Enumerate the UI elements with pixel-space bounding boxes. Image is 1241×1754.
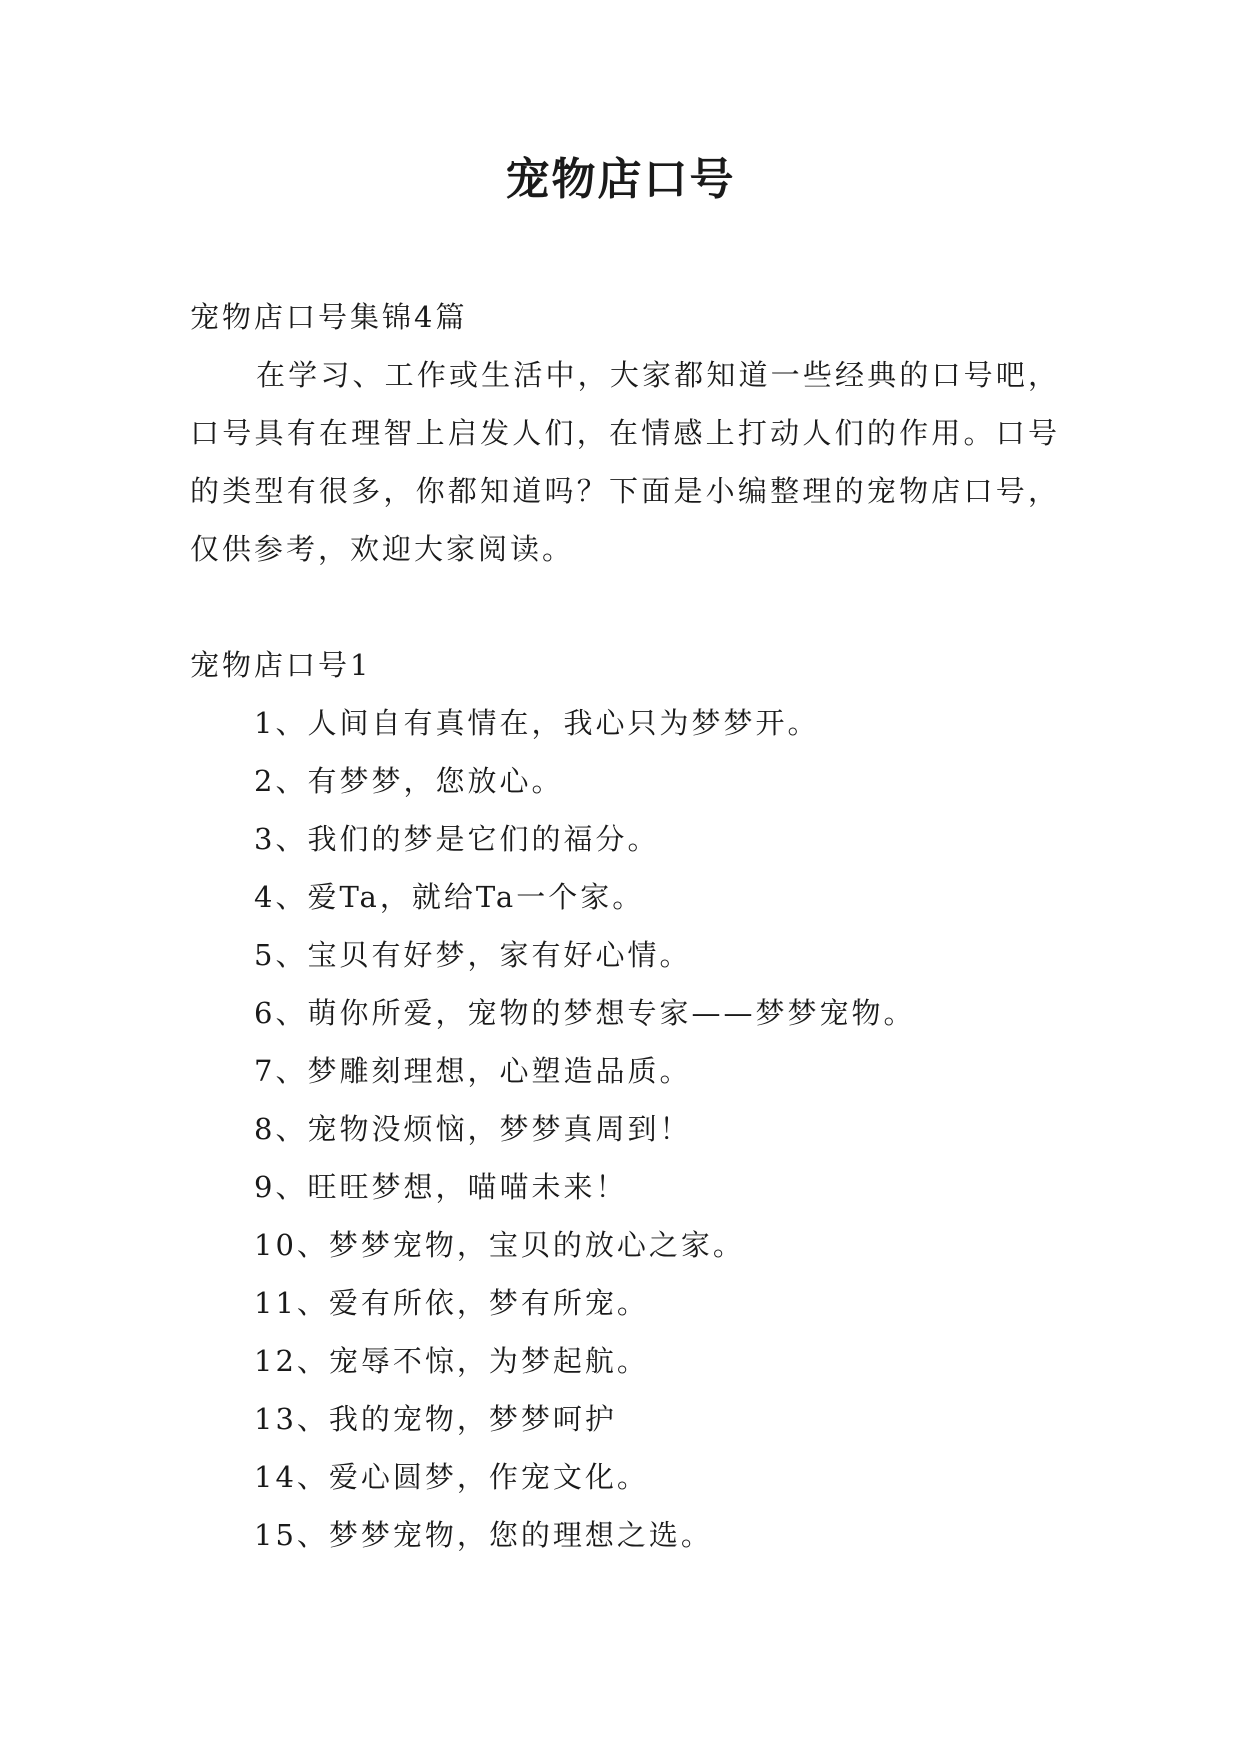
slogan-item: 2、有梦梦，您放心。 (254, 764, 564, 798)
slogan-item: 14、爱心圆梦，作宠文化。 (254, 1460, 649, 1494)
page-title: 宠物店口号 (505, 154, 736, 205)
slogan-item: 3、我们的梦是它们的福分。 (254, 822, 660, 856)
document-subtitle: 宠物店口号集锦4篇 (190, 300, 468, 334)
slogan-item: 11、爱有所依，梦有所宠。 (254, 1286, 649, 1320)
document-body (190, 288, 1060, 1564)
slogan-list (190, 694, 1060, 1564)
slogan-item: 12、宠辱不惊，为梦起航。 (254, 1344, 649, 1378)
slogan-item: 7、梦雕刻理想，心塑造品质。 (254, 1054, 692, 1088)
slogan-item: 15、梦梦宠物，您的理想之选。 (254, 1518, 713, 1552)
slogan-item: 4、爱Ta，就给Ta一个家。 (254, 880, 645, 914)
slogan-item: 8、宠物没烦恼，梦梦真周到！ (254, 1112, 692, 1146)
slogan-item: 10、梦梦宠物，宝贝的放心之家。 (254, 1228, 745, 1262)
slogan-item: 6、萌你所爱，宠物的梦想专家——梦梦宠物。 (254, 996, 916, 1030)
section-heading: 宠物店口号1 (190, 648, 372, 682)
slogan-item: 5、宝贝有好梦，家有好心情。 (254, 938, 692, 972)
slogan-item: 13、我的宠物，梦梦呵护 (254, 1402, 617, 1436)
slogan-item: 9、旺旺梦想，喵喵未来！ (254, 1170, 628, 1204)
intro-paragraph: 在学习、工作或生活中，大家都知道一些经典的口号吧，口号具有在理智上启发人们，在情感上打动人们的作用。口号的类型有很多，你都知道吗？下面是小编整理的宠物店口号，仅供参考，欢迎大家阅读。 (190, 358, 1060, 566)
slogan-item: 1、人间自有真情在，我心只为梦梦开。 (254, 706, 820, 740)
